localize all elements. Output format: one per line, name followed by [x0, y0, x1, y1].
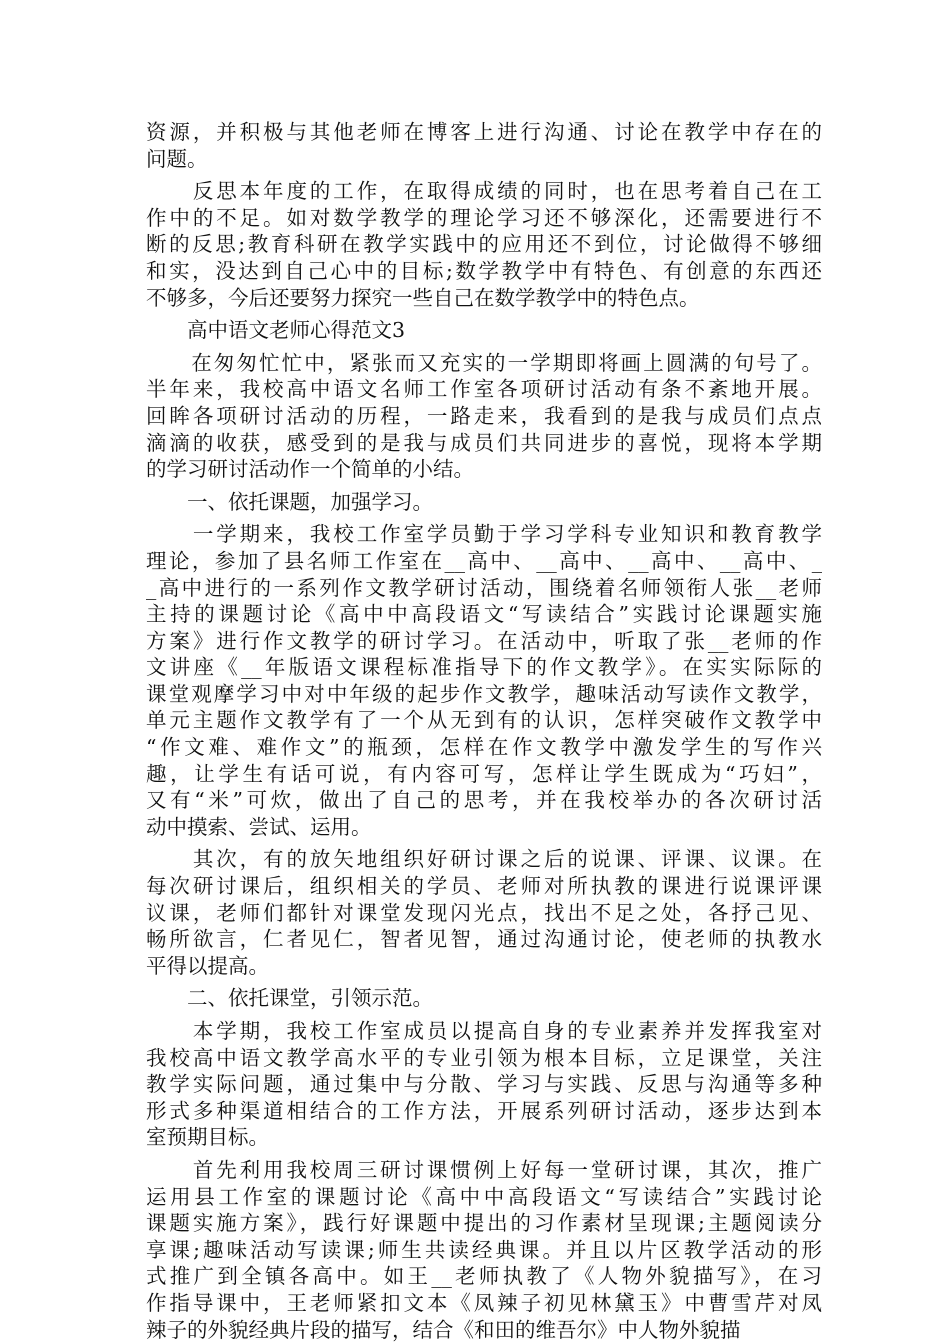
- paragraph: [146, 350, 822, 483]
- paragraph: [146, 846, 822, 979]
- text-line: 在匆匆忙忙中，紧张而又充实的一学期即将画上圆满的句号了。: [146, 350, 822, 375]
- text-line: 资源，并积极与其他老师在博客上进行沟通、讨论在教学中存在的: [146, 120, 822, 144]
- text-line: 作中的不足。如对数学教学的理论学习还不够深化，还需要进行不: [146, 205, 822, 230]
- text-line: 反思本年度的工作，在取得成绩的同时，也在思考着自己在工: [146, 179, 822, 204]
- text-line: 单元主题作文教学有了一个从无到有的认识，怎样突破作文教学中: [146, 708, 822, 733]
- text-line: 畅所欲言，仁者见仁，智者见智，通过沟通讨论，使老师的执教水: [146, 927, 822, 952]
- paragraph: [146, 489, 822, 516]
- text-line: 趣，让学生有话可说，有内容可写，怎样让学生既成为“巧妇”，: [146, 761, 822, 786]
- text-line: _高中进行的一系列作文教学研讨活动，围绕着名师领衔人张__老师: [146, 575, 822, 600]
- text-line: 辣子的外貌经典片段的描写，结合《和田的维吾尔》中人物外貌描: [146, 1317, 741, 1342]
- text-line: 二、依托课堂，引领示范。: [146, 986, 433, 1011]
- text-line: 动中摸索、尝试、运用。: [146, 814, 372, 839]
- text-line: 的学习研讨活动作一个简单的小结。: [146, 457, 474, 482]
- text-line: 享课;趣味活动写读课;师生共读经典课。并且以片区教学活动的形: [146, 1237, 822, 1262]
- text-line: 不够多，今后还要努力探究一些自己在数学教学中的特色点。: [146, 285, 700, 310]
- paragraph: [146, 1157, 822, 1343]
- text-line: 方案》进行作文教学的研讨学习。在活动中，听取了张__老师的作: [146, 628, 822, 653]
- text-line: 一、依托课题，加强学习。: [146, 489, 433, 514]
- text-line: 又有“米”可炊，做出了自己的思考，并在我校举办的各次研讨活: [146, 788, 822, 813]
- text-line: 教学实际问题，通过集中与分散、学习与实践、反思与沟通等多种: [146, 1072, 822, 1097]
- text-line: 运用县工作室的课题讨论《高中中高段语文“写读结合”实践讨论: [146, 1184, 822, 1209]
- text-line: 滴滴的收获，感受到的是我与成员们共同进步的喜悦，现将本学期: [146, 430, 822, 455]
- text-line: 高中语文老师心得范文3: [146, 318, 406, 343]
- paragraph: [146, 521, 822, 840]
- paragraph: [146, 985, 822, 1012]
- paragraph: [146, 119, 822, 172]
- text-line: 问题。: [146, 146, 208, 171]
- text-line: 和实，没达到自己心中的目标;数学教学中有特色、有创意的东西还: [146, 258, 822, 283]
- text-line: 课题实施方案》，践行好课题中提出的习作素材呈现课;主题阅读分: [146, 1211, 822, 1236]
- text-line: 每次研讨课后，组织相关的学员、老师对所执教的课进行说课评课: [146, 874, 822, 899]
- text-line: 首先利用我校周三研讨课惯例上好每一堂研讨课，其次，推广: [146, 1157, 822, 1182]
- paragraph: [146, 178, 822, 311]
- text-line: 一学期来，我校工作室学员勤于学习学科专业知识和教育教学: [146, 522, 822, 547]
- text-line: 平得以提高。: [146, 953, 269, 978]
- text-line: 理论，参加了县名师工作室在__高中、__高中、__高中、__高中、_: [146, 548, 822, 573]
- text-line: 形式多种渠道相结合的工作方法，开展系列研讨活动，逐步达到本: [146, 1098, 822, 1123]
- text-line: 式推广到全镇各高中。如王__老师执教了《人物外貌描写》，在习: [146, 1264, 822, 1289]
- paragraph: [146, 1018, 822, 1151]
- text-line: “作文难、难作文”的瓶颈，怎样在作文教学中激发学生的写作兴: [146, 735, 822, 760]
- text-line: 课堂观摩学习中对中年级的起步作文教学，趣味活动写读作文教学，: [146, 681, 822, 706]
- text-line: 其次，有的放矢地组织好研讨课之后的说课、评课、议课。在: [146, 847, 822, 872]
- text-line: 我校高中语文教学高水平的专业引领为根本目标，立足课堂，关注: [146, 1045, 822, 1070]
- text-line: 半年来，我校高中语文名师工作室各项研讨活动有条不紊地开展。: [146, 377, 822, 402]
- text-line: 主持的课题讨论《高中中高段语文“写读结合”实践讨论课题实施: [146, 602, 822, 627]
- text-line: 断的反思;教育科研在教学实践中的应用还不到位，讨论做得不够细: [146, 232, 822, 257]
- text-line: 回眸各项研讨活动的历程，一路走来，我看到的是我与成员们点点: [146, 403, 822, 428]
- text-line: 议课，老师们都针对课堂发现闪光点，找出不足之处，各抒己见、: [146, 900, 822, 925]
- document-body: [146, 119, 822, 1343]
- text-line: 本学期，我校工作室成员以提高自身的专业素养并发挥我室对: [146, 1019, 822, 1043]
- text-line: 文讲座《__年版语文课程标准指导下的作文教学》。在实实际际的: [146, 655, 822, 680]
- text-line: 室预期目标。: [146, 1125, 269, 1150]
- paragraph: [146, 317, 822, 344]
- text-line: 作指导课中，王老师紧扣文本《凤辣子初见林黛玉》中曹雪芹对凤: [146, 1290, 822, 1315]
